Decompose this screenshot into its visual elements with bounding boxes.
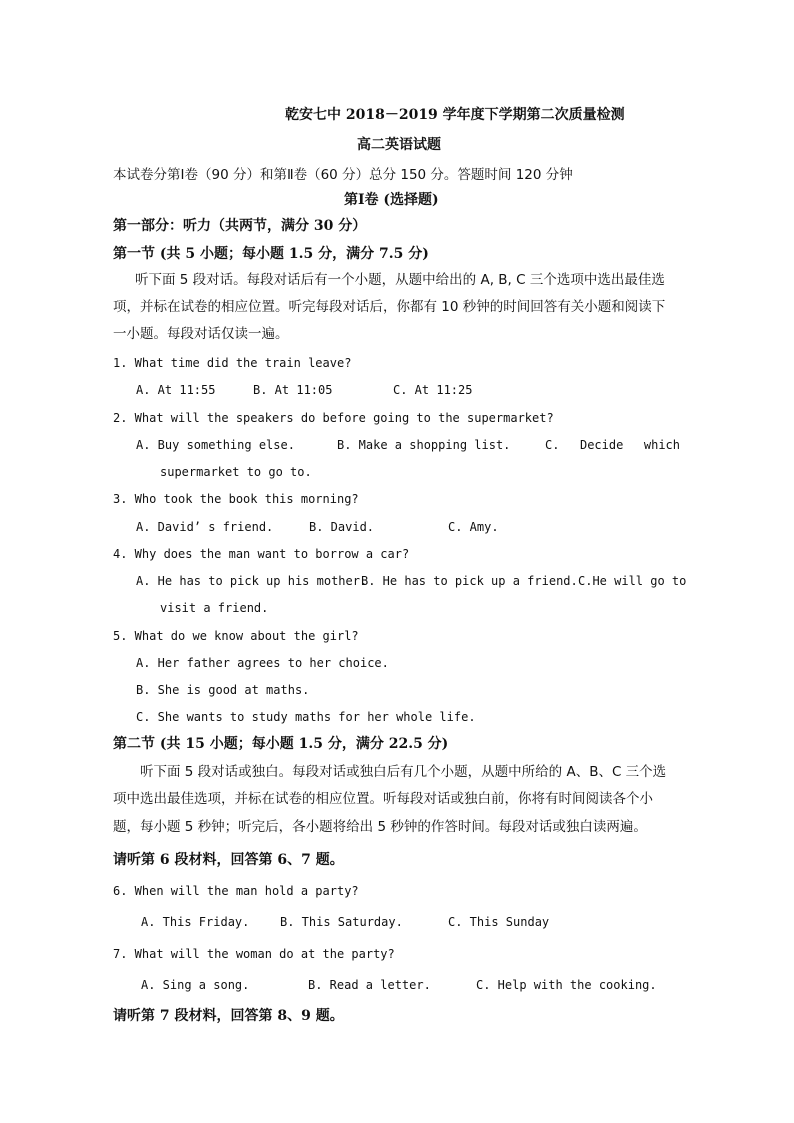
question-6-option-c: C. This Sunday (448, 915, 550, 929)
question-6-stem: 6. When will the man hold a party? (113, 884, 359, 898)
section1-heading: 第一节 (共 5 小题；每小题 1.5 分，满分 7.5 分) (113, 246, 429, 262)
question-1-stem: 1. What time did the train leave? (113, 356, 352, 370)
question-3-option-c: C. Amy. (448, 520, 499, 534)
question-4-stem: 4. Why does the man want to borrow a car? (113, 547, 410, 561)
question-2-stem: 2. What will the speakers do before going to the supermarket? (113, 411, 554, 425)
question-4-option-c-continued: visit a friend. (160, 601, 269, 615)
material-7-heading: 请听第 7 段材料，回答第 8、9 题。 (113, 1008, 344, 1024)
question-3-stem: 3. Who took the book this morning? (113, 492, 359, 506)
section1-instruction-3: 一小题。每段对话仅读一遍。 (113, 326, 289, 342)
part1-heading: 第一部分：听力（共两节，满分 30 分） (113, 218, 367, 234)
section1-instruction-1: 听下面 5 段对话。每段对话后有一个小题，从题中给出的 A, B, C 三个选项中选出最佳选 (135, 272, 665, 288)
question-5-option-c: C. She wants to study maths for her whole life. (136, 710, 476, 724)
question-2-option-a: A. Buy something else. (136, 438, 295, 452)
question-1-option-c: C. At 11:25 (393, 383, 473, 397)
material-6-heading: 请听第 6 段材料，回答第 6、7 题。 (113, 852, 344, 868)
question-7-stem: 7. What will the woman do at the party? (113, 947, 395, 961)
question-2-option-c (545, 436, 680, 454)
exam-info: 本试卷分第Ⅰ卷（90 分）和第Ⅱ卷（60 分）总分 150 分。答题时间 120 分钟 (113, 167, 573, 183)
question-2-option-c-letter: C. (545, 438, 560, 452)
question-5-option-b: B. She is good at maths. (136, 683, 310, 697)
question-2-option-c-continued: supermarket to go to. (160, 465, 312, 479)
volume-heading: 第Ⅰ卷 (选择题) (344, 192, 439, 208)
question-3-option-b: B. David. (309, 520, 375, 534)
question-7-option-b: B. Read a letter. (308, 978, 431, 992)
question-1-option-a: A. At 11:55 (136, 383, 216, 397)
question-6-option-a: A. This Friday. (141, 915, 250, 929)
question-1-option-b: B. At 11:05 (253, 383, 333, 397)
question-2-option-b: B. Make a shopping list. (337, 438, 511, 452)
question-7-option-c: C. Help with the cooking. (476, 978, 657, 992)
section2-instruction-1: 听下面 5 段对话或独白。每段对话或独白后有几个小题，从题中所给的 A、B、C 三个选 (140, 764, 667, 780)
question-7-option-a: A. Sing a song. (141, 978, 250, 992)
section1-instruction-2: 项，并标在试卷的相应位置。听完每段对话后，你都有 10 秒钟的时间回答有关小题和阅读下 (113, 299, 666, 315)
question-4-option-b: B. He has to pick up a friend. (361, 574, 578, 588)
section2-instruction-2: 项中选出最佳选项，并标在试卷的相应位置。听每段对话或独白前，你将有时间阅读各个小 (113, 791, 653, 807)
question-4-option-c: C.He will go to (578, 574, 687, 588)
question-3-option-a: A. David’ s friend. (136, 520, 274, 534)
question-5-stem: 5. What do we know about the girl? (113, 629, 359, 643)
question-6-option-b: B. This Saturday. (280, 915, 403, 929)
question-5-option-a: A. Her father agrees to her choice. (136, 656, 389, 670)
section2-heading: 第二节 (共 15 小题；每小题 1.5 分，满分 22.5 分) (113, 736, 449, 752)
question-2-option-c-word1: Decide (579, 438, 624, 452)
exam-title: 乾安七中 2018－2019 学年度下学期第二次质量检测 (285, 107, 625, 123)
question-2-option-c-word2: which (643, 438, 680, 452)
question-4-option-a: A. He has to pick up his mother. (136, 574, 368, 588)
section2-instruction-3: 题，每小题 5 秒钟；听完后，各小题将给出 5 秒钟的作答时间。每段对话或独白读两遍。 (113, 819, 647, 835)
exam-subtitle: 高二英语试题 (357, 137, 441, 153)
